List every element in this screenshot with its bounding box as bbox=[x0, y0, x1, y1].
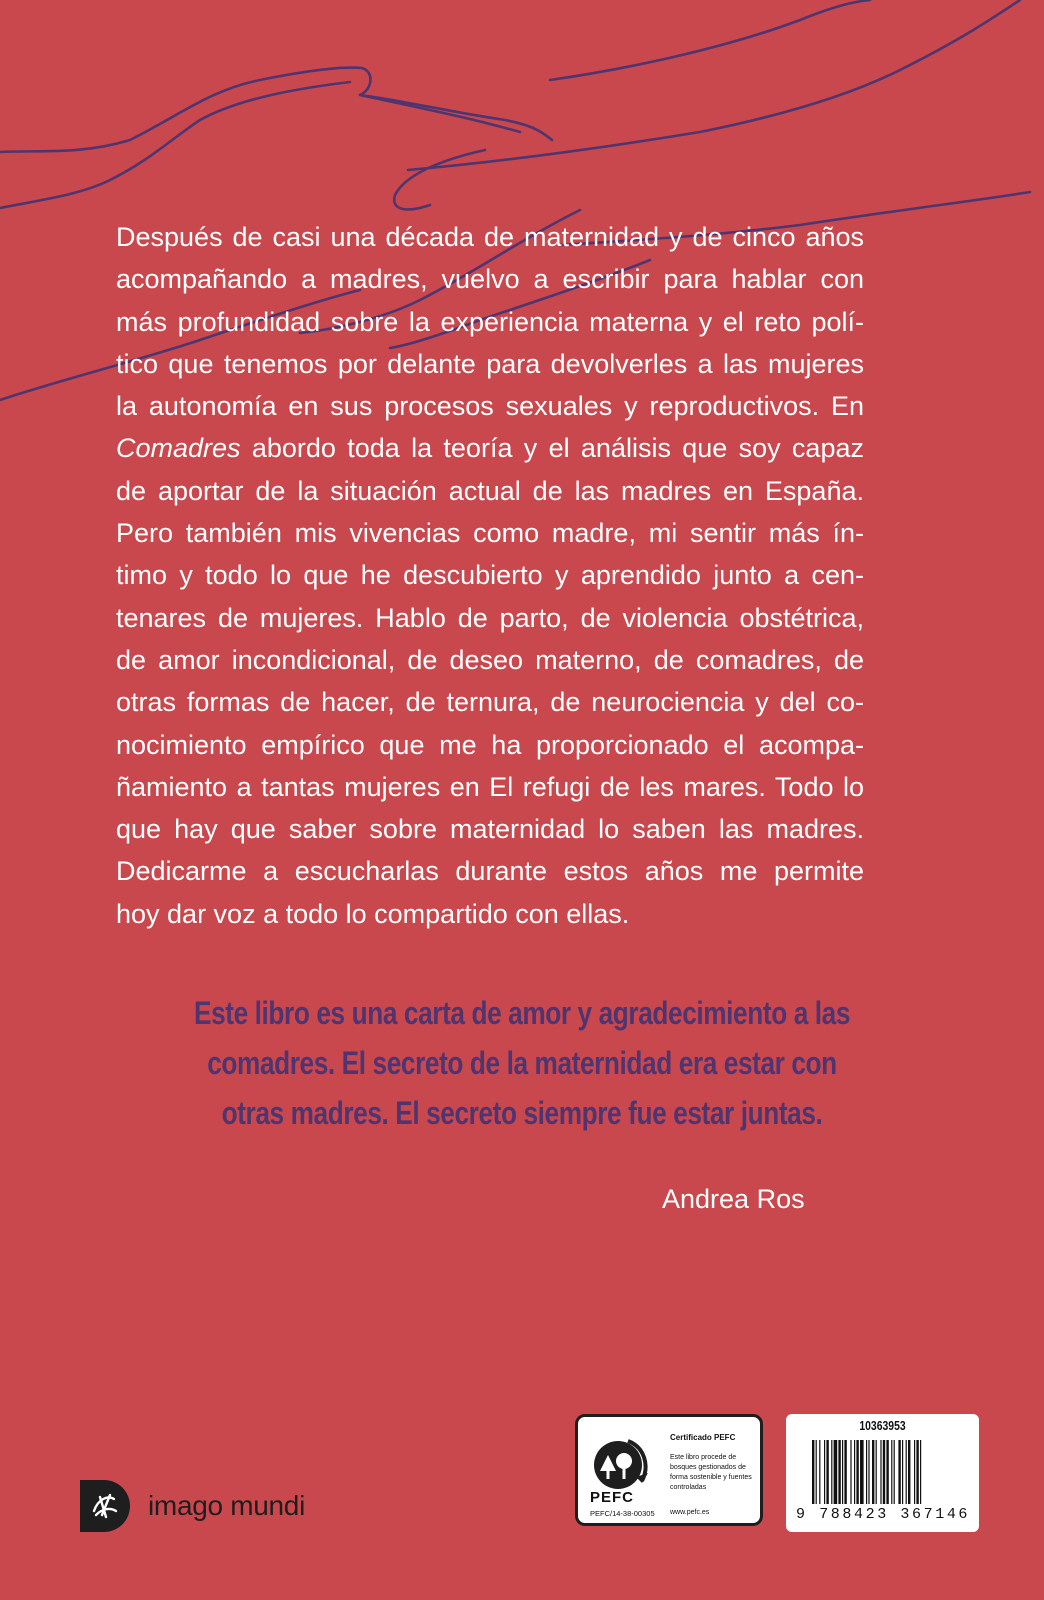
barcode-bar bbox=[831, 1440, 832, 1504]
blurb-line: ñamiento a tantas mujeres en El refugi de les mares. Todo lo bbox=[116, 771, 864, 802]
blurb-line: nocimiento empírico que me ha proporcionado el acompa- bbox=[116, 729, 864, 760]
publisher-imprint bbox=[80, 1480, 305, 1532]
publisher-name: imago mundi bbox=[148, 1490, 306, 1521]
blurb-line: de aportar de la situación actual de las madres en España. bbox=[116, 475, 864, 506]
isbn-barcode bbox=[786, 1414, 979, 1532]
barcode-bar bbox=[914, 1440, 915, 1504]
barcode-bar bbox=[908, 1440, 910, 1504]
barcode-bar bbox=[856, 1440, 858, 1504]
pull-quote bbox=[176, 988, 868, 1138]
blurb-line: de amor incondicional, de deseo materno, de comadres, de bbox=[116, 644, 864, 675]
blurb-line: la autonomía en sus procesos sexuales y reproductivos. En bbox=[116, 391, 864, 422]
blurb-line: más profundidad sobre la experiencia materna y el reto polí- bbox=[116, 306, 864, 337]
blurb-line: hoy dar voz a todo lo compartido con ellas. bbox=[116, 898, 630, 929]
barcode-bar bbox=[824, 1440, 825, 1504]
pefc-url: www.pefc.es bbox=[670, 1509, 710, 1516]
blurb-line: que hay que saber sobre maternidad lo saben las madres. bbox=[116, 814, 864, 845]
barcode-reference: 10363953 bbox=[859, 1418, 906, 1433]
blurb-paragraph bbox=[116, 216, 864, 935]
barcode-bar bbox=[834, 1440, 838, 1504]
blurb-line: acompañando a madres, vuelvo a escribir para hablar con bbox=[116, 264, 864, 295]
blurb-line: Dedicarme a escucharlas durante estos años me permite bbox=[116, 856, 864, 887]
barcode-bar bbox=[891, 1440, 892, 1504]
author-name: Andrea Ros bbox=[662, 1184, 805, 1214]
blurb-line: otras formas de hacer, de ternura, de neurociencia y del co- bbox=[116, 687, 864, 718]
barcode-bar bbox=[916, 1440, 918, 1504]
barcode-bar bbox=[812, 1440, 814, 1504]
barcode-bar bbox=[883, 1440, 885, 1504]
pefc-wordmark: PEFC bbox=[590, 1489, 635, 1506]
barcode-bar bbox=[898, 1440, 900, 1504]
barcode-bar bbox=[844, 1440, 846, 1504]
barcode-bar bbox=[868, 1440, 869, 1504]
barcode-bar bbox=[920, 1440, 921, 1504]
book-title-italic: Comadres bbox=[116, 433, 241, 464]
barcode-bar bbox=[854, 1440, 855, 1504]
imago-mundi-logo-icon bbox=[80, 1480, 130, 1532]
barcode-bar bbox=[819, 1440, 820, 1504]
barcode-bar bbox=[886, 1440, 888, 1504]
pefc-certification-label bbox=[575, 1414, 763, 1526]
barcode-bar bbox=[894, 1440, 895, 1504]
barcode-bar bbox=[860, 1440, 864, 1504]
barcode-bar bbox=[906, 1440, 907, 1504]
barcode-bars bbox=[812, 1440, 970, 1504]
blurb-line: tenares de mujeres. Hablo de parto, de violencia obstétrica, bbox=[116, 602, 864, 633]
barcode-bar bbox=[872, 1440, 874, 1504]
blurb-line: Pero también mis vivencias como madre, mi sentir más ín- bbox=[116, 518, 864, 549]
barcode-digits: 9 788423 367146 bbox=[796, 1506, 971, 1523]
pefc-code: PEFC/14-38-00305 bbox=[590, 1509, 655, 1518]
quote-line: Este libro es una carta de amor y agradecimiento a las bbox=[193, 995, 850, 1031]
barcode-bar bbox=[850, 1440, 851, 1504]
barcode-bar bbox=[816, 1440, 817, 1504]
quote-line: otras madres. El secreto siempre fue estar juntas. bbox=[221, 1095, 823, 1131]
barcode-bar bbox=[842, 1440, 843, 1504]
blurb-line-with-title bbox=[116, 427, 864, 469]
barcode-bar bbox=[838, 1440, 840, 1504]
barcode-bar bbox=[902, 1440, 903, 1504]
blurb-line: abordo toda la teoría y el análisis que soy capaz bbox=[251, 433, 864, 464]
barcode-bar bbox=[876, 1440, 877, 1504]
blurb-line: Después de casi una década de maternidad y de cinco años bbox=[116, 222, 864, 252]
pefc-title: Certificado PEFC bbox=[670, 1433, 736, 1442]
barcode-bar bbox=[880, 1440, 881, 1504]
blurb-line: timo y todo lo que he descubierto y aprendido junto a cen- bbox=[116, 560, 864, 591]
barcode-bar bbox=[866, 1440, 867, 1504]
blurb-line: tico que tenemos por delante para devolverles a las mujeres bbox=[116, 348, 864, 379]
barcode-bar bbox=[826, 1440, 828, 1504]
quote-line: comadres. El secreto de la maternidad era estar con bbox=[207, 1045, 837, 1081]
pefc-description: Este libro procede de bosques gestionados de forma sostenible y fuentes controladas bbox=[670, 1454, 752, 1491]
